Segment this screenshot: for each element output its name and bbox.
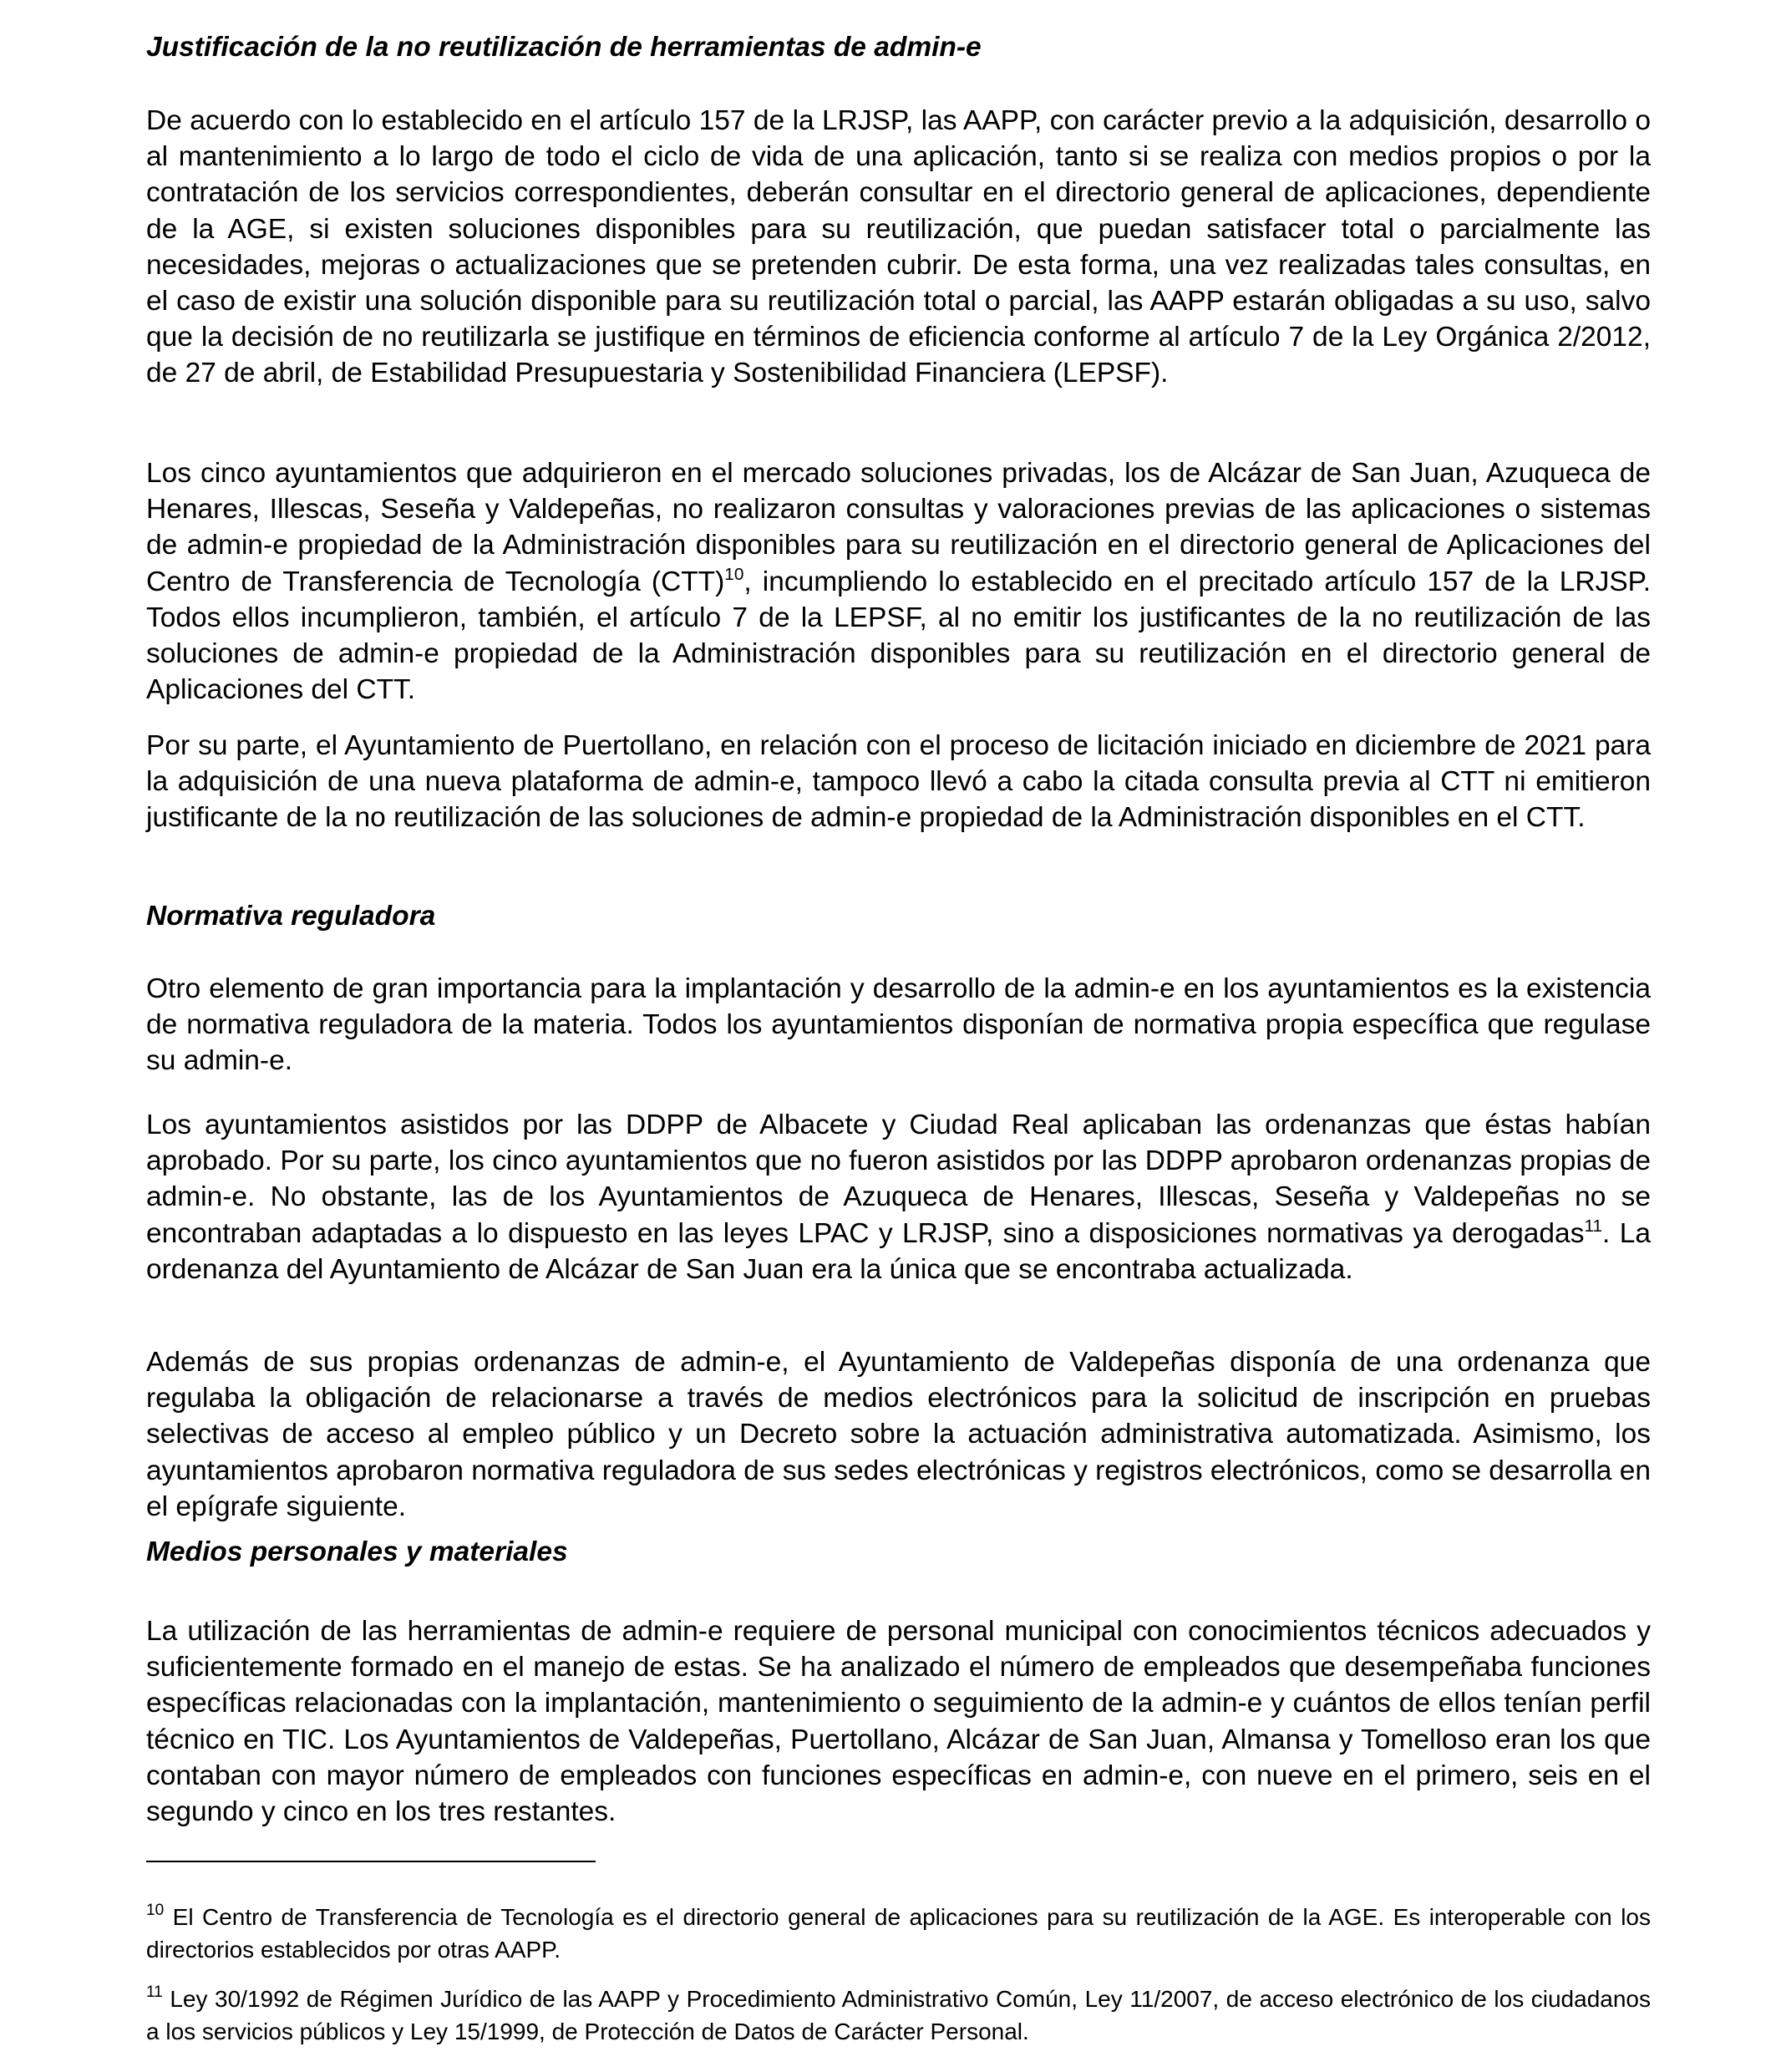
section-heading-medios: Medios personales y materiales <box>146 1536 568 1567</box>
footnote-number: 11 <box>146 1983 163 2002</box>
paragraph-ordenanzas-ddpp <box>146 1107 1651 1287</box>
footnote-number: 10 <box>146 1902 165 1920</box>
paragraph-text: Los ayuntamientos asistidos por las DDPP de Albacete y Ciudad Real aplicaban las ordenanzas que éstas habían aprobado. Por su parte, los cinco ayuntamientos que no fueron asistidos por las DDPP aprobaron ordenanzas propias de admin-e. No obstante, las de los Ayuntamientos de Azuqueca de Henares, Illescas, Seseña y Valdepeñas no se encontraban adaptadas a lo dispuesto en las leyes LPAC y LRJSP, sino a disposiciones normativas ya derogadas <box>146 1110 1651 1249</box>
footnote-text: El Centro de Transferencia de Tecnología es el directorio general de aplicaciones para su reutilización de la AGE. Es interoperable con los directorios establecidos por otras AAPP. <box>146 1904 1652 1963</box>
paragraph-text: Los cinco ayuntamientos que adquirieron en el mercado soluciones privadas, los de Alcázar de San Juan, Azuqueca de Henares, Illescas, Seseña y Valdepeñas, no realizaron consultas y valoraciones previas de las aplicaciones o sistemas de admin-e propiedad de la Administración disponibles para su reutilización en el directorio general de Aplicaciones del Centro de Transferencia de Tecnología (CTT) <box>146 458 1651 597</box>
section-heading-justificacion: Justificación de la no reutilización de herramientas de admin-e <box>146 32 982 63</box>
footnote-10 <box>146 1902 1651 1966</box>
section-heading-normativa: Normativa reguladora <box>146 901 436 932</box>
footnote-11 <box>146 1983 1651 2048</box>
paragraph-medios-personal: La utilización de las herramientas de admin-e requiere de personal municipal con conocimientos técnicos adecuados y suficientemente formado en el manejo de estas. Se ha analizado el número de empleados que desempeñaba funciones específicas relacionadas con la implantación, mantenimiento o seguimiento de la admin-e y cuántos de ellos tenían perfil técnico en TIC. Los Ayuntamientos de Valdepeñas, Puertollano, Alcázar de San Juan, Almansa y Tomelloso eran los que contaban con mayor número de empleados con funciones específicas en admin-e, con nueve en el primero, seis en el segundo y cinco en los tres restantes. <box>146 1616 1651 1828</box>
footnote-ref-11[interactable]: 11 <box>1584 1216 1603 1236</box>
paragraph-cinco-ayuntamientos <box>146 455 1651 708</box>
paragraph-puertollano: Por su parte, el Ayuntamiento de Puertollano, en relación con el proceso de licitación iniciado en diciembre de 2021 para la adquisición de una nueva plataforma de admin-e, tampoco llevó a cabo la citada consulta previa al CTT ni emitieron justificante de la no reutilización de las soluciones de admin-e propiedad de la Administración disponibles en el CTT. <box>146 730 1651 834</box>
paragraph-article-157: De acuerdo con lo establecido en el artículo 157 de la LRJSP, las AAPP, con carácter previo a la adquisición, desarrollo o al mantenimiento a lo largo de todo el ciclo de vida de una aplicación, tanto si se realiza con medios propios o por la contratación de los servicios correspondientes, deberán consultar en el directorio general de aplicaciones, dependiente de la AGE, si existen soluciones disponibles para su reutilización, que puedan satisfacer total o parcialmente las necesidades, mejoras o actualizaciones que se pretenden cubrir. De esta forma, una vez realizadas tales consultas, en el caso de existir una solución disponible para su reutilización total o parcial, las AAPP estarán obligadas a su uso, salvo que la decisión de no reutilizarla se justifique en términos de eficiencia conforme al artículo 7 de la Ley Orgánica 2/2012, de 27 de abril, de Estabilidad Presupuestaria y Sostenibilidad Financiera (LEPSF). <box>146 105 1651 389</box>
paragraph-normativa-importancia: Otro elemento de gran importancia para la implantación y desarrollo de la admin-e en los ayuntamientos es la existencia de normativa reguladora de la materia. Todos los ayuntamientos disponían de normativa propia específica que regulase su admin-e. <box>146 973 1651 1077</box>
footnote-separator <box>146 1861 596 1862</box>
paragraph-valdepenas-ordenanza: Además de sus propias ordenanzas de admin-e, el Ayuntamiento de Valdepeñas disponía de una ordenanza que regulaba la obligación de relacionarse a través de medios electrónicos para la solicitud de inscripción en pruebas selectivas de acceso al empleo público y un Decreto sobre la actuación administrativa automatizada. Asimismo, los ayuntamientos aprobaron normativa reguladora de sus sedes electrónicas y registros electrónicos, como se desarrolla en el epígrafe siguiente. <box>146 1347 1651 1522</box>
footnote-text: Ley 30/1992 de Régimen Jurídico de las AAPP y Procedimiento Administrativo Común, Ley 11/2007, de acceso electrónico de los ciudadanos a los servicios públicos y Ley 15/1999, de Protección de Datos de Carácter Personal. <box>146 1986 1651 2044</box>
paragraph-text: , incumpliendo lo establecido en el precitado artículo 157 de la LRJSP. Todos ellos incumplieron, también, el artículo 7 de la LEPSF, al no emitir los justificantes de la no reutilización de las soluciones de admin-e propiedad de la Administración disponibles para su reutilización en el directorio general de Aplicaciones del CTT. <box>146 566 1651 706</box>
paragraph-text: . La ordenanza del Ayuntamiento de Alcázar de San Juan era la única que se encontraba actualizada. <box>146 1217 1651 1285</box>
footnote-ref-10[interactable]: 10 <box>724 564 744 584</box>
